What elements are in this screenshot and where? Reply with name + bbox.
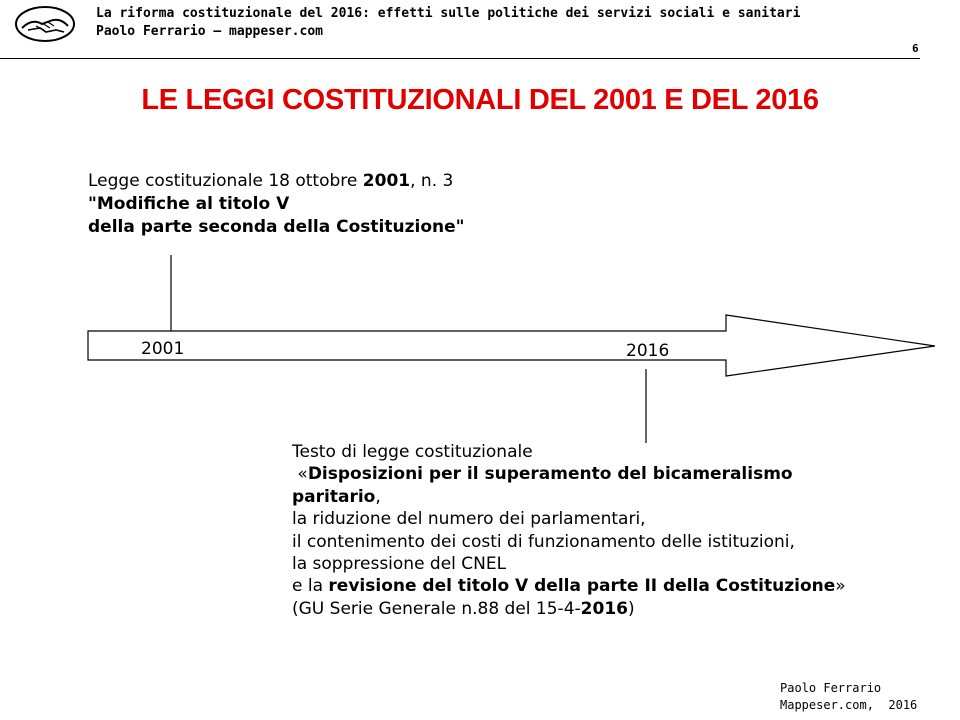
header-title: La riforma costituzionale del 2016: effetti sulle politiche dei servizi sociali e sanitari xyxy=(96,6,801,21)
law-2001-line-3: della parte seconda della Costituzione" xyxy=(88,217,465,237)
page-number: 6 xyxy=(912,42,919,55)
footer-credit xyxy=(780,680,917,714)
law-2016-line-8: (GU Serie Generale n.88 del 15-4-2016) xyxy=(292,598,635,619)
footer-author: Paolo Ferrario xyxy=(780,681,882,695)
law-2016-line-7: e la revisione del titolo V della parte II della Costituzione» xyxy=(292,576,846,597)
law-2016-line-2: «Disposizioni per il superamento del bicameralismo xyxy=(292,464,793,485)
year-label-2001: 2001 xyxy=(141,339,185,359)
slide-title: LE LEGGI COSTITUZIONALI DEL 2001 E DEL 2016 xyxy=(141,84,819,116)
law-2016-line-1: Testo di legge costituzionale xyxy=(292,442,533,462)
law-2016-line-6: la soppressione del CNEL xyxy=(292,554,507,575)
law-2016-line-3: paritario, xyxy=(292,486,381,507)
law-2016-line-5: il contenimento dei costi di funzionamento delle istituzioni, xyxy=(292,531,795,552)
law-2001-line-1: Legge costituzionale 18 ottobre 2001, n. 3 xyxy=(88,171,454,191)
header-author: Paolo Ferrario – mappeser.com xyxy=(96,24,323,39)
footer-site-year: Mappeser.com, 2016 xyxy=(780,698,918,712)
timeline-arrow xyxy=(88,315,935,376)
year-label-2016: 2016 xyxy=(626,341,670,361)
law-2016-line-4: la riduzione del numero dei parlamentari, xyxy=(292,509,646,530)
law-2001-text xyxy=(88,170,465,239)
law-2001-line-2: "Modifiche al titolo V xyxy=(88,194,290,214)
law-2016-text xyxy=(292,441,846,620)
